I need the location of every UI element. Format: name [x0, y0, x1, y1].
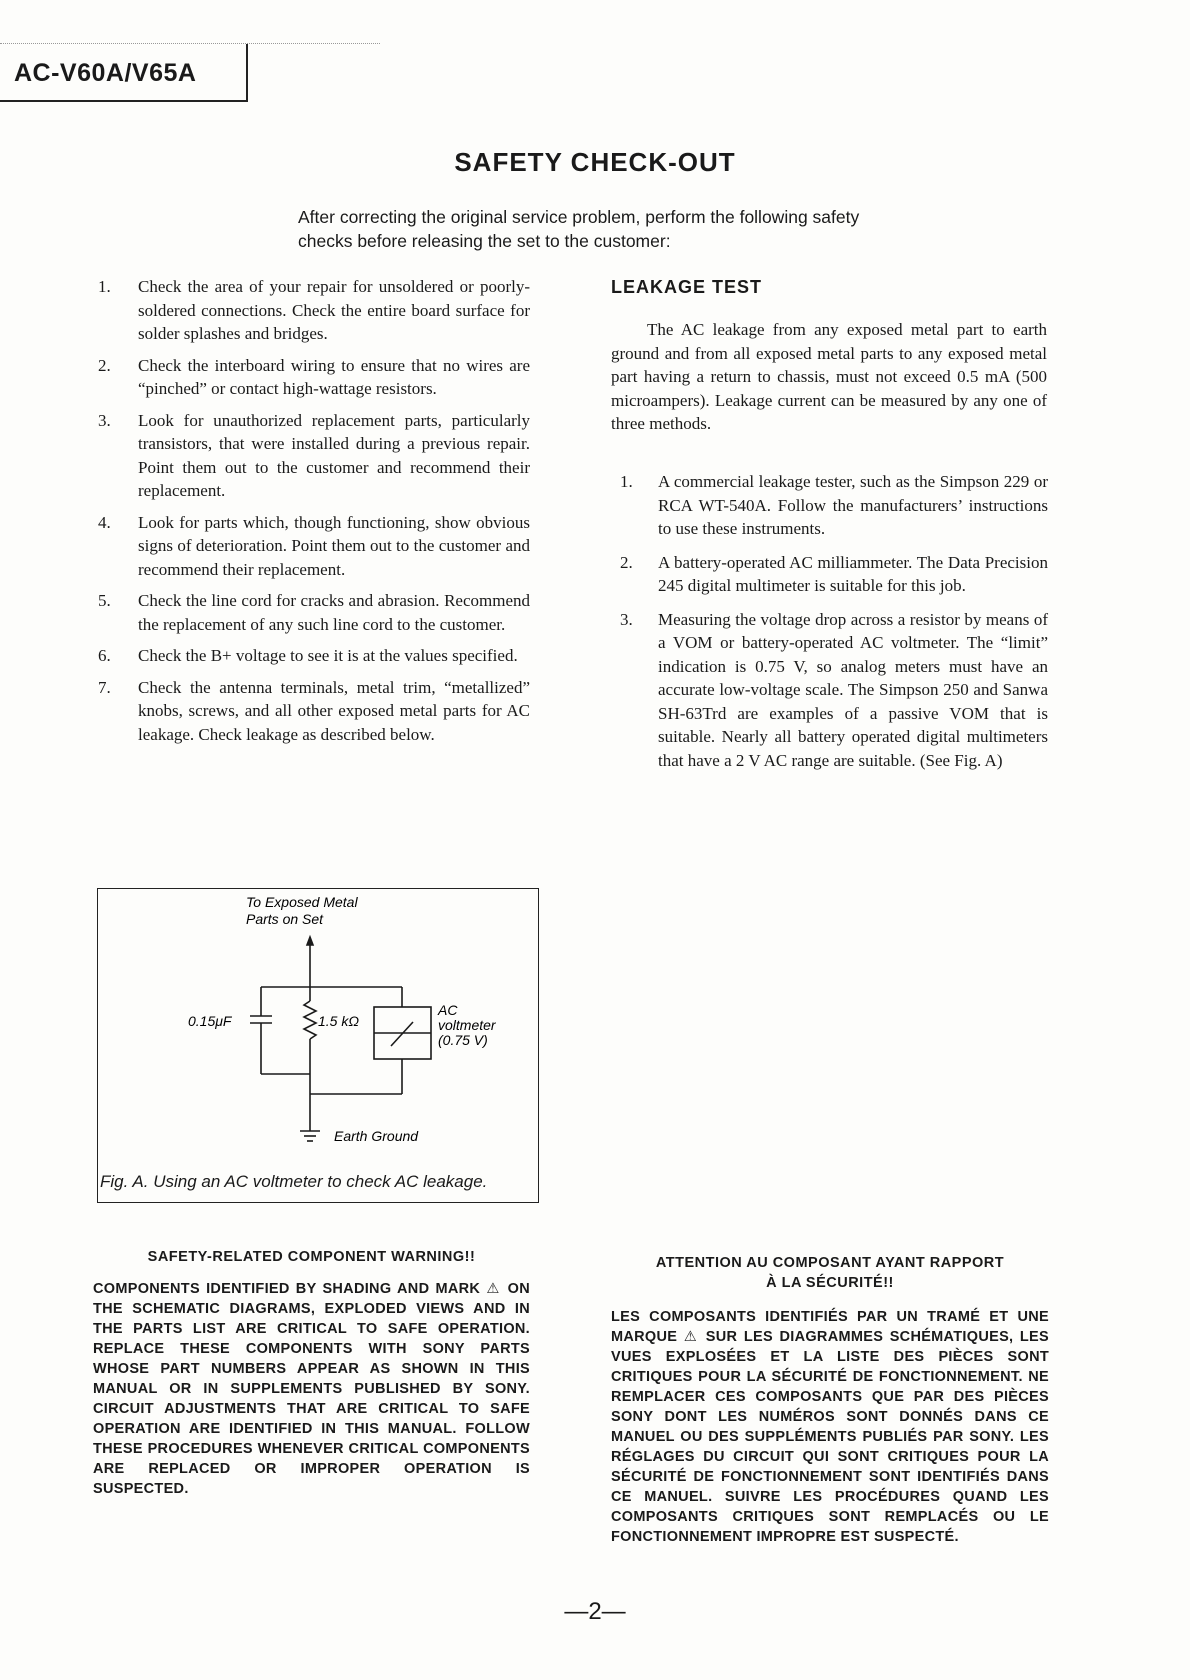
leakage-test-body: The AC leakage from any exposed metal part to earth ground and from all exposed metal parts to any exposed metal part having a return to chassis, must not exceed 0.5 mA (500 microampers). Leakage current can be measured by any one of three methods. — [611, 320, 1047, 433]
list-item — [620, 608, 1048, 773]
item-number: 2. — [620, 552, 633, 572]
item-number: 4. — [98, 512, 111, 532]
item-number: 7. — [98, 677, 111, 697]
page-number: —2— — [564, 1598, 626, 1625]
item-text: Check the interboard wiring to ensure that no wires are “pinched” or contact high-wattage resistors. — [138, 355, 530, 398]
item-text: Check the line cord for cracks and abrasion. Recommend the replacement of any such line cord to the customer. — [138, 591, 530, 634]
safety-checklist — [98, 275, 530, 754]
item-text: Look for unauthorized replacement parts, particularly transistors, that were installed during a previous repair. Point them out to the customer and recommend their replacement. — [138, 410, 530, 500]
meter-label-voltmeter: voltmeter — [438, 1017, 496, 1033]
list-item — [620, 551, 1048, 598]
capacitor-value: 0.15μF — [188, 1013, 232, 1029]
meter-needle — [391, 1022, 413, 1046]
list-item — [98, 275, 530, 346]
item-text: A battery-operated AC milliammeter. The Data Precision 245 digital multimeter is suitable for this job. — [658, 552, 1048, 595]
leakage-methods-list — [620, 470, 1048, 782]
circuit-diagram — [98, 889, 538, 1202]
figure-caption: Fig. A. Using an AC voltmeter to check AC leakage. — [100, 1172, 488, 1191]
warning-body: COMPONENTS IDENTIFIED BY SHADING AND MARK ⚠ ON THE SCHEMATIC DIAGRAMS, EXPLODED VIEWS AND IN THE PARTS LIST ARE CRITICAL TO SAFE OPERATION. REPLACE THESE COMPONENTS WITH SONY PARTS WHOSE PART NUMBERS APPEAR AS SHOWN IN THIS MANUAL OR IN SUPPLEMENTS PUBLISHED BY SONY. CIRCUIT ADJUSTMENTS THAT ARE CRITICAL TO SAFE OPERATION ARE IDENTIFIED IN THIS MANUAL. FOLLOW THESE PROCEDURES WHENEVER CRITICAL COMPONENTS ARE REPLACED OR IMPROPER OPERATION IS SUSPECTED. — [93, 1281, 530, 1497]
list-item — [98, 676, 530, 747]
safety-warning-english — [93, 1247, 530, 1499]
item-number: 5. — [98, 591, 111, 610]
list-item — [98, 409, 530, 503]
item-number: 3. — [98, 410, 111, 430]
list-item — [98, 644, 530, 668]
item-text: Check the antenna terminals, metal trim, “metallized” knobs, screws, and all other exposed metal parts for AC leakage. Check leakage as described below. — [138, 677, 530, 744]
list-item — [620, 470, 1048, 541]
intro-paragraph: After correcting the original service problem, perform the following safety checks before releasing the set to the customer: — [298, 207, 860, 251]
resistor-value: 1.5 kΩ — [318, 1013, 360, 1029]
item-text: Measuring the voltage drop across a resistor by means of a VOM or battery-operated AC voltmeter. The “limit” indication is 0.75 V, so analog meters must have an accurate low-voltage scale. The Simpson 250 and Sanwa SH-63Trd are examples of a passive VOM that is suitable. Nearly all battery operated digital multimeters that have a 2 V AC range are suitable. (See Fig. A) — [658, 609, 1048, 770]
page-title: SAFETY CHECK-OUT — [454, 147, 736, 177]
item-number: 2. — [98, 355, 111, 375]
item-number: 1. — [620, 472, 633, 491]
item-number: 6. — [98, 646, 111, 665]
leakage-test-heading: LEAKAGE TEST — [611, 277, 763, 297]
resistor-zigzag — [304, 1001, 316, 1039]
item-number: 3. — [620, 609, 633, 629]
arrow-up-icon — [307, 937, 313, 945]
item-text: Check the B+ voltage to see it is at the values specified. — [138, 646, 518, 665]
warning-title-line2: À LA SÉCURITÉ!! — [766, 1275, 894, 1291]
list-item — [98, 511, 530, 582]
warning-body: LES COMPOSANTS IDENTIFIÉS PAR UN TRAMÉ ET UNE MARQUE ⚠ SUR LES DIAGRAMMES SCHÉMATIQUES, LES VUES EXPLOSÉES ET LA LISTE DES PIÈCES SONT CRITIQUES POUR LA SÉCURITÉ DE FONCTIONNEMENT. NE REMPLACER CES COMPOSANTS QUE PAR DES PIÈCES SONY DONT LES NUMÉROS SONT DONNÉS DANS CE MANUEL OU DES SUPPLÉMENTS PUBLIÉS PAR SONY. LES RÉGLAGES DU CIRCUIT QUI SONT CRITIQUES POUR LA SÉCURITÉ DE FONCTIONNEMENT SONT IDENTIFIÉS DANS CE MANUEL. SUIVRE LES PROCÉDURES QUAND LES COMPOSANTS CRITIQUES SONT REMPLACÉS OU LE FONCTIONNEMENT IMPROPRE EST SUSPECTÉ. — [611, 1309, 1049, 1545]
item-text: A commercial leakage tester, such as the Simpson 229 or RCA WT-540A. Follow the manufacturers’ instructions to use these instruments. — [658, 472, 1048, 538]
item-number: 1. — [98, 277, 111, 296]
warning-title: SAFETY-RELATED COMPONENT WARNING!! — [147, 1249, 476, 1265]
list-item — [98, 589, 530, 636]
ground-label: Earth Ground — [334, 1128, 419, 1144]
meter-label-ac: AC — [438, 1002, 458, 1018]
item-text: Look for parts which, though functioning, show obvious signs of deterioration. Point them out to the customer and recommend their replacement. — [138, 512, 530, 579]
label-parts-on-set: Parts on Set — [246, 911, 324, 927]
meter-label-range: (0.75 V) — [438, 1032, 488, 1048]
figure-a-circuit — [97, 888, 539, 1203]
model-number: AC-V60A/V65A — [14, 59, 197, 87]
warning-title-line1: ATTENTION AU COMPOSANT AYANT RAPPORT — [655, 1255, 1005, 1271]
label-exposed-metal: To Exposed Metal — [246, 894, 358, 910]
safety-warning-french — [611, 1253, 1049, 1547]
item-text: Check the area of your repair for unsoldered or poorly-soldered connections. Check the entire board surface for solder splashes and bridges. — [138, 277, 530, 343]
model-header-box — [0, 44, 248, 102]
list-item — [98, 354, 530, 401]
